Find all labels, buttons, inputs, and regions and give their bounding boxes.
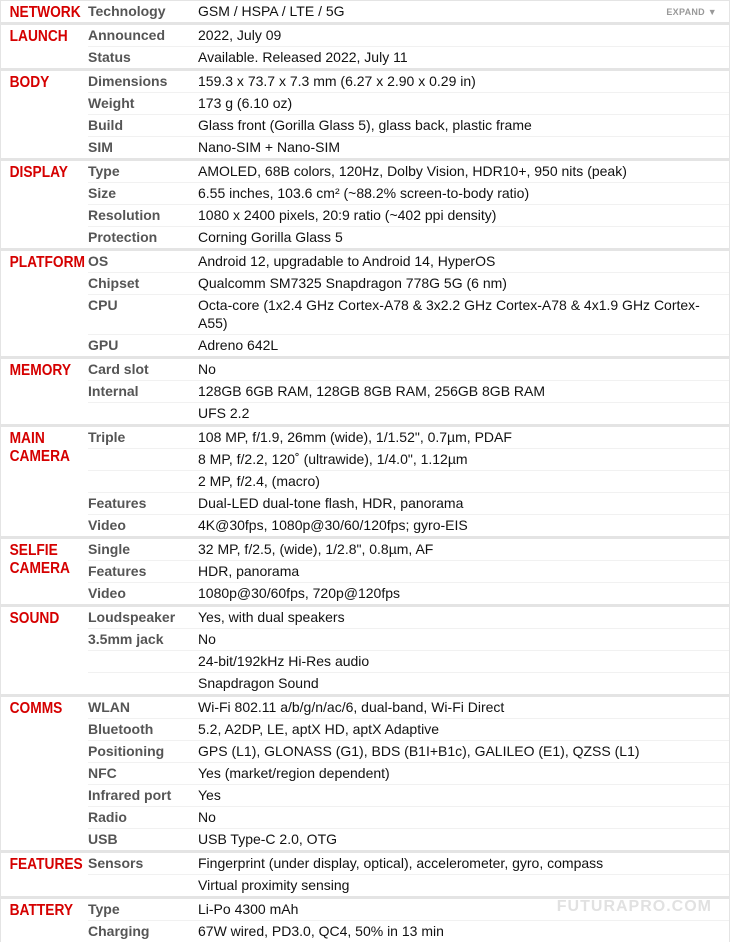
spec-label: USB [88,831,118,847]
spec-label: OS [88,253,109,269]
spec-value: Virtual proximity sensing [198,877,350,893]
spec-label: Technology [88,3,166,19]
spec-value: 6.55 inches, 103.6 cm² (~88.2% screen-to-body ratio) [198,185,530,201]
spec-label: Video [88,585,126,601]
spec-label [88,471,198,492]
section-title [1,539,76,604]
spec-label [88,673,198,694]
spec-label: Protection [88,229,158,245]
section-title-line: CAMERA [9,560,70,577]
spec-label: NFC [88,765,117,781]
spec-label: Type [88,163,120,179]
spec-value: No [198,361,216,377]
spec-row [88,295,729,335]
spec-row [88,921,729,942]
spec-value: Octa-core (1x2.4 GHz Cortex-A78 & 3x2.2 GHz Cortex-A78 & 4x1.9 GHz Cortex-A55) [198,297,700,331]
expand-button[interactable]: EXPAND ▼ [666,7,717,17]
spec-section-display [0,158,730,248]
spec-label: GPU [88,337,119,353]
spec-value: Yes, with dual speakers [198,609,345,625]
section-title-line: BODY [9,74,50,91]
spec-label: Radio [88,809,127,825]
spec-row [88,335,729,356]
spec-row [88,561,729,583]
spec-value: 5.2, A2DP, LE, aptX HD, aptX Adaptive [198,721,440,737]
spec-row [88,161,729,183]
spec-value: No [198,631,216,647]
spec-row [88,205,729,227]
spec-value: 159.3 x 73.7 x 7.3 mm (6.27 x 2.90 x 0.29 in) [198,73,476,89]
spec-value: 128GB 6GB RAM, 128GB 8GB RAM, 256GB 8GB RAM [198,383,546,399]
spec-label: 3.5mm jack [88,631,164,647]
spec-row [88,829,729,850]
spec-value: 2022, July 09 [198,27,282,43]
spec-label: Card slot [88,361,149,377]
section-title [1,899,76,942]
section-title-line: FEATURES [9,856,83,873]
spec-section-sound [0,604,730,694]
spec-row [88,875,729,896]
spec-value: 1080p@30/60fps, 720p@120fps [198,585,401,601]
spec-value: 2 MP, f/2.4, (macro) [198,473,320,489]
spec-row [88,607,729,629]
spec-value: 173 g (6.10 oz) [198,95,293,111]
spec-label [88,449,198,470]
spec-section-network [0,0,730,22]
spec-row [88,697,729,719]
spec-row [88,651,729,673]
spec-section-memory [0,356,730,424]
spec-row [88,115,729,137]
section-rows [88,853,729,896]
spec-row [88,427,729,449]
spec-value: Dual-LED dual-tone flash, HDR, panorama [198,495,464,511]
spec-label: Dimensions [88,73,168,89]
section-title-line: LAUNCH [9,28,68,45]
spec-section-body [0,68,730,158]
section-title-line: COMMS [9,700,63,717]
spec-label: Video [88,517,126,533]
spec-value: Yes [198,787,221,803]
spec-row [88,381,729,403]
section-rows [88,539,729,604]
spec-row [88,273,729,295]
section-title-line: BATTERY [9,902,74,919]
section-title-line: PLATFORM [9,254,86,271]
spec-value: Snapdragon Sound [198,675,319,691]
spec-label: Charging [88,923,150,939]
spec-row [88,493,729,515]
spec-value: Corning Gorilla Glass 5 [198,229,343,245]
spec-value: 4K@30fps, 1080p@30/60/120fps; gyro-EIS [198,517,468,533]
section-title-line: SELFIE [9,542,58,559]
spec-value: Wi-Fi 802.11 a/b/g/n/ac/6, dual-band, Wi-Fi Direct [198,699,505,715]
spec-value: HDR, panorama [198,563,300,579]
section-title-line: CAMERA [9,448,70,465]
spec-label [88,403,198,424]
spec-label: Size [88,185,117,201]
spec-row [88,71,729,93]
spec-value: GSM / HSPA / LTE / 5G [198,3,345,19]
spec-label: Announced [88,27,165,43]
spec-label [88,875,198,896]
spec-value: Yes (market/region dependent) [198,765,390,781]
spec-label: Features [88,563,147,579]
spec-value: Adreno 642L [198,337,279,353]
spec-row [88,515,729,536]
section-title [1,71,76,158]
section-title [1,853,83,896]
spec-label: CPU [88,297,118,313]
section-rows [88,161,729,248]
spec-row [88,137,729,158]
spec-label: Infrared port [88,787,172,803]
spec-section-main-camera [0,424,730,536]
spec-label: Chipset [88,275,140,291]
section-title-line: SOUND [9,610,60,627]
section-rows [88,1,729,22]
spec-value: Android 12, upgradable to Android 14, HyperOS [198,253,496,269]
spec-value: Nano-SIM + Nano-SIM [198,139,340,155]
spec-value: 32 MP, f/2.5, (wide), 1/2.8", 0.8µm, AF [198,541,434,557]
spec-row [88,583,729,604]
spec-row [88,719,729,741]
spec-row [88,853,729,875]
spec-row [88,629,729,651]
spec-label: Positioning [88,743,165,759]
section-rows [88,607,729,694]
spec-value: UFS 2.2 [198,405,250,421]
section-rows [88,427,729,536]
spec-label: Type [88,901,120,917]
spec-label: SIM [88,139,113,155]
spec-row [88,471,729,493]
spec-row [88,183,729,205]
section-title [1,161,76,248]
spec-section-platform [0,248,730,356]
spec-row [88,785,729,807]
spec-row [88,539,729,561]
spec-row [88,403,729,424]
section-rows [88,251,729,356]
spec-label: Sensors [88,855,144,871]
watermark: FUTURAPRO.COM [556,898,712,915]
spec-row [88,93,729,115]
section-title [1,25,76,68]
spec-row [88,251,729,273]
spec-label: Resolution [88,207,161,223]
spec-section-launch [0,22,730,68]
section-title [1,251,86,356]
section-rows [88,71,729,158]
section-title-line: NETWORK [9,4,81,21]
section-title-line: MAIN [9,430,45,447]
spec-value: 108 MP, f/1.9, 26mm (wide), 1/1.52", 0.7µm, PDAF [198,429,512,445]
spec-label: Bluetooth [88,721,154,737]
section-rows [88,359,729,424]
spec-value: No [198,809,216,825]
spec-value: GPS (L1), GLONASS (G1), BDS (B1I+B1c), GALILEO (E1), QZSS (L1) [198,743,640,759]
spec-value: Glass front (Gorilla Glass 5), glass back, plastic frame [198,117,532,133]
spec-value: Li-Po 4300 mAh [198,901,299,917]
spec-row [88,359,729,381]
spec-value: 67W wired, PD3.0, QC4, 50% in 13 min [198,923,444,939]
spec-section-features [0,850,730,896]
spec-value: AMOLED, 68B colors, 120Hz, Dolby Vision, HDR10+, 950 nits (peak) [198,163,627,179]
spec-label: Build [88,117,123,133]
spec-label: Features [88,495,147,511]
spec-label: WLAN [88,699,130,715]
section-rows [88,25,729,68]
spec-value: 1080 x 2400 pixels, 20:9 ratio (~402 ppi density) [198,207,497,223]
spec-label: Triple [88,429,126,445]
spec-value: Qualcomm SM7325 Snapdragon 778G 5G (6 nm) [198,275,507,291]
section-title [1,359,76,424]
spec-value: Available. Released 2022, July 11 [198,49,408,65]
spec-label: Single [88,541,131,557]
spec-row [88,741,729,763]
spec-row [88,47,729,68]
spec-value: USB Type-C 2.0, OTG [198,831,338,847]
spec-row [88,227,729,248]
spec-label: Weight [88,95,135,111]
section-title [1,427,76,536]
section-title-line: DISPLAY [9,164,68,181]
spec-value: 24-bit/192kHz Hi-Res audio [198,653,370,669]
section-title [1,1,81,22]
spec-row [88,807,729,829]
spec-row [88,25,729,47]
spec-section-comms [0,694,730,850]
spec-label: Status [88,49,131,65]
spec-label: Loudspeaker [88,609,176,625]
section-title-line: MEMORY [9,362,72,379]
section-title [1,697,76,850]
section-rows [88,697,729,850]
spec-row [88,1,729,22]
spec-value: Fingerprint (under display, optical), accelerometer, gyro, compass [198,855,604,871]
spec-section-selfie-camera [0,536,730,604]
spec-row [88,449,729,471]
spec-value: 8 MP, f/2.2, 120˚ (ultrawide), 1/4.0", 1.12µm [198,451,468,467]
spec-row [88,763,729,785]
spec-label: Internal [88,383,139,399]
section-title [1,607,76,694]
spec-row [88,673,729,694]
spec-label [88,651,198,672]
